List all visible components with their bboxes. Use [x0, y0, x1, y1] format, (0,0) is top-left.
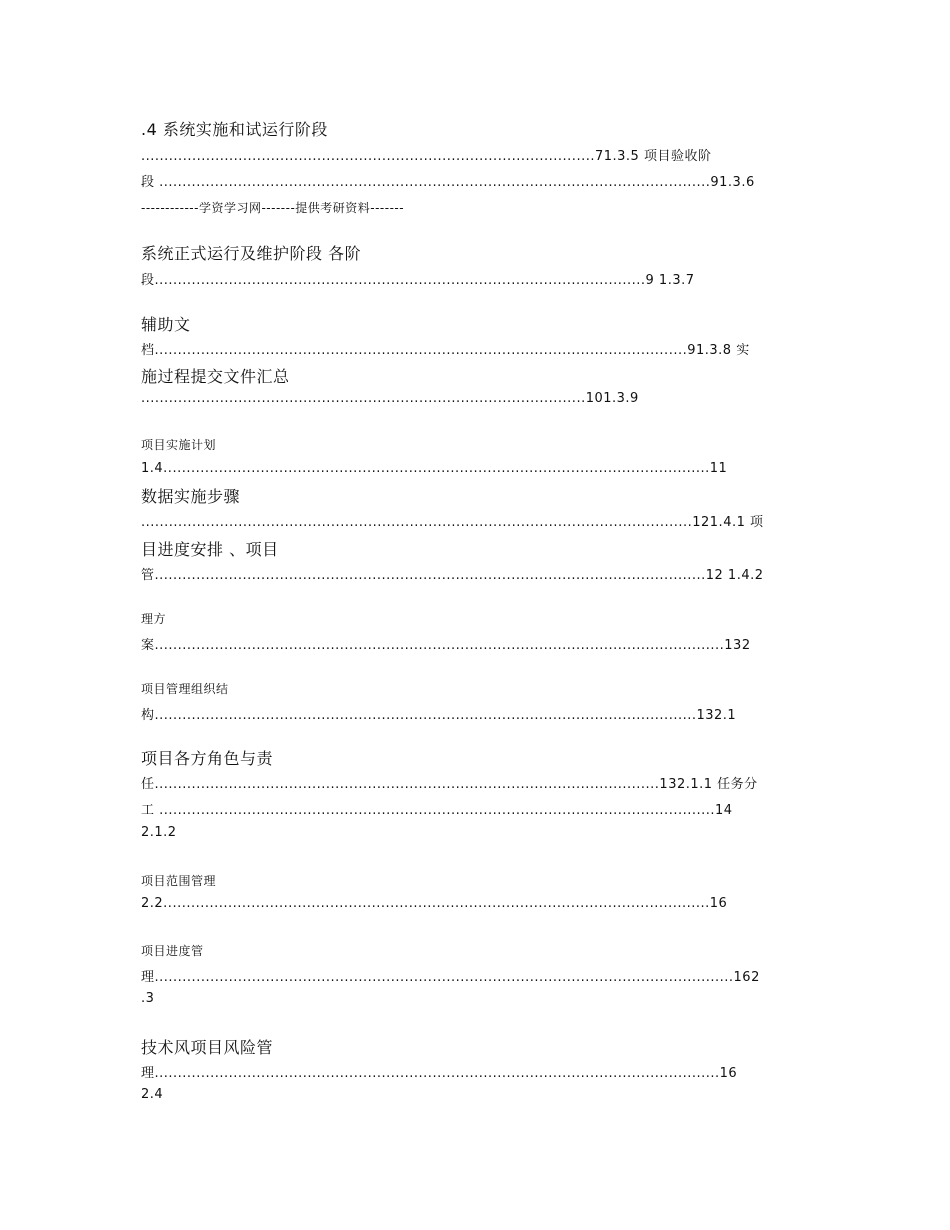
- toc-line: .......................................................................................................................121.4.1 项: [141, 515, 764, 530]
- toc-line: 目进度安排 、项目: [141, 540, 279, 559]
- toc-line: 工 ........................................................................................................................14: [141, 803, 733, 818]
- toc-line: 项目进度管: [141, 944, 204, 958]
- toc-line: 档...................................................................................................................91.3.8 实: [141, 343, 750, 358]
- toc-line: 2.2......................................................................................................................16: [141, 896, 728, 911]
- toc-line: 段 .......................................................................................................................91.3.6: [141, 175, 755, 190]
- toc-line: 1.4......................................................................................................................11: [141, 461, 728, 476]
- toc-line: 案...........................................................................................................................132: [141, 638, 751, 653]
- toc-line: 项目实施计划: [141, 438, 217, 452]
- toc-line: 理方: [141, 612, 167, 626]
- toc-line: 辅助文: [141, 315, 191, 334]
- toc-line: 构.....................................................................................................................132.1: [141, 708, 737, 723]
- toc-line: .3: [141, 991, 155, 1006]
- toc-line: 段..........................................................................................................9 1.3.7: [141, 273, 695, 288]
- toc-line: 管.......................................................................................................................12 1.4.2: [141, 568, 764, 583]
- toc-line: 任.............................................................................................................132.1.1 任务分: [141, 777, 758, 792]
- toc-line: ..................................................................................................71.3.5 项目验收阶: [141, 149, 712, 164]
- toc-line: 理..........................................................................................................................16: [141, 1066, 738, 1081]
- toc-line: 数据实施步骤: [141, 487, 241, 506]
- toc-line: 技术风项目风险管: [141, 1038, 274, 1057]
- toc-line: 施过程提交文件汇总: [141, 367, 290, 386]
- toc-line: 2.1.2: [141, 825, 177, 840]
- watermark-line: ------------学资学习网-------提供考研资料-------: [141, 201, 405, 215]
- toc-line: 系统正式运行及维护阶段 各阶: [141, 244, 362, 263]
- toc-line: ................................................................................................101.3.9: [141, 391, 639, 406]
- toc-line: .4 系统实施和试运行阶段: [141, 120, 328, 139]
- toc-line: 项目管理组织结: [141, 682, 229, 696]
- toc-line: 2.4: [141, 1087, 164, 1102]
- toc-line: 项目各方角色与责: [141, 749, 274, 768]
- toc-line: 理.............................................................................................................................162: [141, 970, 760, 985]
- toc-line: 项目范围管理: [141, 874, 217, 888]
